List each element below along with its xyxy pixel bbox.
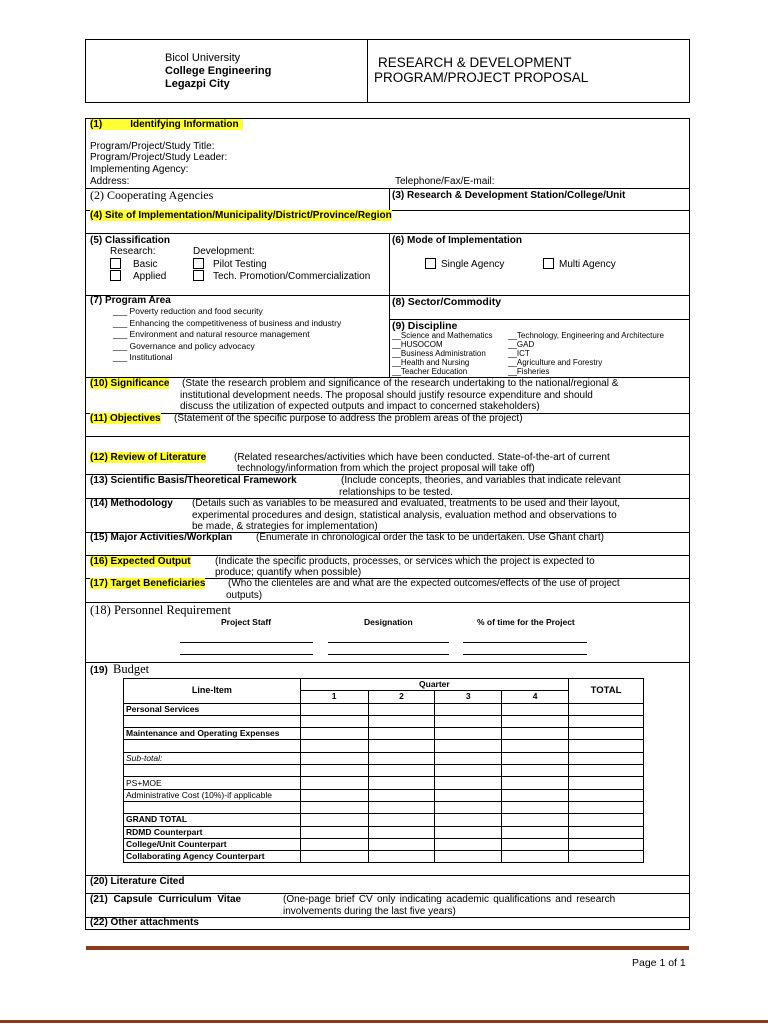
applied-checkbox[interactable] <box>110 270 121 281</box>
budget-cell[interactable] <box>569 703 644 715</box>
budget-row <box>124 740 644 752</box>
s21-heading: (21) Capsule Curriculum Vitae <box>90 894 242 905</box>
budget-cell[interactable] <box>368 765 435 777</box>
pilot-checkbox[interactable] <box>193 258 204 269</box>
research-label: Research: <box>110 246 156 257</box>
discipline-left-list <box>392 331 493 376</box>
budget-line-item: Personal Services <box>124 703 301 715</box>
s16-text-line1: (Indicate the specific products, processes, or services which the project is expected to <box>215 556 595 567</box>
budget-cell[interactable] <box>569 851 644 863</box>
budget-line-item: GRAND TOTAL <box>124 814 301 826</box>
budget-cell[interactable] <box>435 752 502 764</box>
budget-cell[interactable] <box>300 851 368 863</box>
budget-cell[interactable] <box>368 740 435 752</box>
budget-cell[interactable] <box>368 789 435 801</box>
single-agency-checkbox[interactable] <box>425 258 436 269</box>
budget-cell[interactable] <box>435 728 502 740</box>
form-title-line1: RESEARCH & DEVELOPMENT <box>378 55 572 70</box>
budget-cell[interactable] <box>435 715 502 727</box>
discipline-item: __ICT <box>508 349 530 358</box>
budget-cell[interactable] <box>502 765 569 777</box>
budget-row <box>124 715 644 727</box>
s15-text: (Enumerate in chronological order the task to be undertaken. Use Ghant chart) <box>256 532 604 543</box>
budget-row <box>124 814 644 826</box>
program-area-item: ___ Environment and natural resource management <box>113 329 310 339</box>
tech-checkbox[interactable] <box>193 270 204 281</box>
budget-line-item <box>124 740 301 752</box>
budget-cell[interactable] <box>300 715 368 727</box>
discipline-item: __Health and Nursing <box>392 358 470 367</box>
s22-heading: (22) Other attachments <box>90 917 199 928</box>
time-line[interactable] <box>463 654 587 655</box>
s12-heading: (12) Review of Literature <box>90 452 207 463</box>
budget-cell[interactable] <box>569 740 644 752</box>
s19-heading: Budget <box>113 662 150 676</box>
program-area-item: ___ Poverty reduction and food security <box>113 306 263 316</box>
s1-heading: (1) Identifying Information <box>90 119 243 131</box>
budget-cell[interactable] <box>435 765 502 777</box>
budget-cell[interactable] <box>435 814 502 826</box>
program-area-item: ___ Enhancing the competitiveness of business and industry <box>113 317 342 328</box>
budget-line-item: Administrative Cost (10%)-if applicable <box>124 789 301 801</box>
study-leader-label: Program/Project/Study Leader: <box>90 152 228 163</box>
s2-heading: (2) Cooperating Agencies <box>90 188 214 202</box>
budget-quarter-header: 1 <box>300 691 368 703</box>
address-label: Address: <box>90 176 130 187</box>
budget-line-item: RDMD Counterpart <box>124 826 301 838</box>
budget-cell[interactable] <box>368 703 435 715</box>
discipline-item: __Agriculture and Forestry <box>508 358 603 367</box>
budget-cell[interactable] <box>300 801 368 813</box>
budget-row <box>124 703 644 715</box>
budget-line-item: PS+MOE <box>124 777 301 789</box>
budget-cell[interactable] <box>502 715 569 727</box>
s21-text-line1: (One-page brief CV only indicating academic qualifications and research <box>283 894 616 905</box>
s14-text-line3: be made, & strategies for implementation) <box>192 521 378 532</box>
staff-line[interactable] <box>180 642 313 643</box>
footer-rule <box>86 946 689 950</box>
s19-number: (19) <box>90 665 108 676</box>
s11-heading: (11) Objectives <box>90 413 161 424</box>
discipline-item: __Fisheries <box>508 367 550 376</box>
program-area-item: ___ Institutional <box>113 352 173 362</box>
budget-cell[interactable] <box>569 752 644 764</box>
designation-line[interactable] <box>328 642 449 643</box>
budget-cell[interactable] <box>569 765 644 777</box>
budget-cell[interactable] <box>502 851 569 863</box>
multi-agency-option[interactable]: Multi Agency <box>543 258 616 271</box>
budget-line-item <box>124 715 301 727</box>
budget-cell[interactable] <box>502 826 569 838</box>
budget-line-item <box>124 801 301 813</box>
budget-cell[interactable] <box>502 728 569 740</box>
budget-cell[interactable] <box>435 838 502 850</box>
budget-line-item: Maintenance and Operating Expenses <box>124 728 301 740</box>
implementing-agency-label: Implementing Agency: <box>90 164 189 175</box>
telephone-label: Telephone/Fax/E-mail: <box>395 176 495 187</box>
discipline-item: __GAD <box>508 340 535 349</box>
budget-col-quarter: Quarter <box>300 679 568 691</box>
budget-cell[interactable] <box>435 703 502 715</box>
budget-cell[interactable] <box>300 814 368 826</box>
page-number: Page 1 of 1 <box>632 957 686 969</box>
budget-cell[interactable] <box>569 838 644 850</box>
university-name: Bicol University <box>165 52 241 64</box>
basic-option[interactable]: Basic <box>110 258 157 271</box>
s13-text-line1: (Include concepts, theories, and variables that indicate relevant <box>341 475 621 486</box>
budget-row <box>124 801 644 813</box>
budget-cell[interactable] <box>502 814 569 826</box>
budget-cell[interactable] <box>300 789 368 801</box>
budget-cell[interactable] <box>569 728 644 740</box>
s17-text-line1: (Who the clienteles are and what are the expected outcomes/effects of the use of project <box>228 578 620 589</box>
s11-text: (Statement of the specific purpose to address the problem areas of the project) <box>174 413 523 424</box>
budget-quarter-header: 4 <box>502 691 569 703</box>
s14-heading: (14) Methodology <box>90 498 173 509</box>
s7-heading: (7) Program Area <box>90 295 171 306</box>
s12-text-line2: technology/information from which the project proposal will take off) <box>237 463 535 474</box>
time-line[interactable] <box>463 642 587 643</box>
budget-cell[interactable] <box>502 703 569 715</box>
s10-text-line3: discuss the utilization of expected outputs and impact to concerned stakeholders) <box>180 401 540 412</box>
single-agency-option[interactable]: Single Agency <box>425 258 504 271</box>
header-divider <box>367 39 368 103</box>
budget-body <box>124 703 644 863</box>
city-name: Legazpi City <box>165 78 230 90</box>
budget-quarter-header: 3 <box>435 691 502 703</box>
budget-line-item: Sub-total: <box>124 752 301 764</box>
budget-cell[interactable] <box>502 838 569 850</box>
discipline-item: __Technology, Engineering and Architecture <box>508 331 664 340</box>
personnel-col-time: % of time for the Project <box>477 617 575 627</box>
personnel-col-staff: Project Staff <box>221 617 272 627</box>
budget-cell[interactable] <box>502 752 569 764</box>
budget-cell[interactable] <box>300 703 368 715</box>
s9-heading: (9) Discipline <box>392 320 458 332</box>
discipline-item: __Science and Mathematics <box>392 331 493 340</box>
budget-col-total: TOTAL <box>569 679 644 704</box>
budget-line-item <box>124 765 301 777</box>
budget-cell[interactable] <box>368 826 435 838</box>
form-title-line2: PROGRAM/PROJECT PROPOSAL <box>374 70 589 85</box>
discipline-item: __Business Administration <box>392 349 486 358</box>
budget-cell[interactable] <box>368 851 435 863</box>
s8-heading: (8) Sector/Commodity <box>392 296 502 308</box>
study-title-label: Program/Project/Study Title: <box>90 141 215 152</box>
budget-cell[interactable] <box>569 801 644 813</box>
s13-heading: (13) Scientific Basis/Theoretical Framework <box>90 475 297 486</box>
s10-heading: (10) Significance <box>90 378 170 389</box>
s18-heading: (18) Personnel Requirement <box>90 603 231 617</box>
budget-cell[interactable] <box>435 777 502 789</box>
budget-cell[interactable] <box>569 814 644 826</box>
budget-cell[interactable] <box>435 740 502 752</box>
budget-cell[interactable] <box>300 777 368 789</box>
s15-heading: (15) Major Activities/Workplan <box>90 532 233 543</box>
budget-cell[interactable] <box>368 838 435 850</box>
page-bottom-rule <box>0 1020 768 1023</box>
budget-cell[interactable] <box>502 777 569 789</box>
budget-cell[interactable] <box>435 801 502 813</box>
budget-cell[interactable] <box>368 814 435 826</box>
s10-text-line2: institutional development needs. The proposal should justify resource expenditure and should <box>180 390 593 401</box>
budget-cell[interactable] <box>300 740 368 752</box>
budget-cell[interactable] <box>300 826 368 838</box>
personnel-col-designation: Designation <box>364 617 413 627</box>
budget-cell[interactable] <box>435 826 502 838</box>
s3-heading: (3) Research & Development Station/College/Unit <box>392 190 626 201</box>
budget-cell[interactable] <box>502 801 569 813</box>
s17-text-line2: outputs) <box>226 590 263 601</box>
budget-cell[interactable] <box>502 740 569 752</box>
budget-row <box>124 777 644 789</box>
budget-col-line-item: Line-Item <box>124 679 301 704</box>
tech-option[interactable]: Tech. Promotion/Commercialization <box>193 270 370 283</box>
development-label: Development: <box>193 246 255 257</box>
program-area-item: ___ Governance and policy advocacy <box>113 340 255 351</box>
s17-heading: (17) Target Beneficiaries <box>90 578 206 589</box>
budget-cell[interactable] <box>300 765 368 777</box>
staff-line[interactable] <box>180 654 313 655</box>
designation-line[interactable] <box>328 654 449 655</box>
multi-agency-checkbox[interactable] <box>543 258 554 269</box>
s5-heading: (5) Classification <box>90 235 171 246</box>
budget-cell[interactable] <box>368 777 435 789</box>
s20-heading: (20) Literature Cited <box>90 876 185 887</box>
s10-text-line1: (State the research problem and significance of the research undertaking to the national/regional & <box>182 378 619 389</box>
budget-row <box>124 765 644 777</box>
s4-heading: (4) Site of Implementation/Municipality/District/Province/Region <box>90 210 392 221</box>
budget-cell[interactable] <box>435 789 502 801</box>
budget-cell[interactable] <box>368 801 435 813</box>
budget-row <box>124 789 644 801</box>
budget-cell[interactable] <box>569 715 644 727</box>
budget-line-item: Collaborating Agency Counterpart <box>124 851 301 863</box>
budget-cell[interactable] <box>368 728 435 740</box>
budget-row <box>124 838 644 850</box>
budget-cell[interactable] <box>435 851 502 863</box>
applied-option[interactable]: Applied <box>110 270 166 283</box>
budget-row <box>124 826 644 838</box>
s14-text-line1: (Details such as variables to be measured and evaluated, treatments to be used and their layout, <box>192 498 621 509</box>
budget-cell[interactable] <box>300 752 368 764</box>
discipline-item: __Teacher Education <box>392 367 468 376</box>
college-name: College Engineering <box>165 65 272 77</box>
budget-cell[interactable] <box>569 777 644 789</box>
budget-cell[interactable] <box>300 838 368 850</box>
discipline-right-list <box>508 331 664 376</box>
s14-text-line2: experimental procedures and design, statistical analysis, evaluation method and observations to <box>192 510 617 521</box>
s16-text-line2: produce; quantify when possible) <box>215 567 362 578</box>
program-area-list <box>113 306 341 364</box>
budget-line-item: College/Unit Counterpart <box>124 838 301 850</box>
s6-heading: (6) Mode of Implementation <box>392 235 522 246</box>
budget-row <box>124 728 644 740</box>
budget-cell[interactable] <box>502 789 569 801</box>
pilot-option[interactable]: Pilot Testing <box>193 258 267 271</box>
basic-checkbox[interactable] <box>110 258 121 269</box>
budget-table <box>123 678 644 863</box>
budget-cell[interactable] <box>368 752 435 764</box>
budget-row <box>124 752 644 764</box>
discipline-item: __HUSOCOM <box>392 340 443 349</box>
budget-cell[interactable] <box>300 728 368 740</box>
budget-row <box>124 851 644 863</box>
s21-text-line2: involvements during the last five years) <box>283 906 456 917</box>
budget-cell[interactable] <box>569 789 644 801</box>
s16-heading: (16) Expected Output <box>90 556 191 567</box>
budget-cell[interactable] <box>368 715 435 727</box>
s12-text-line1: (Related researches/activities which have been conducted. State-of-the-art of current <box>234 452 610 463</box>
budget-quarter-header: 2 <box>368 691 435 703</box>
s13-text-line2: relationships to be tested. <box>339 487 453 498</box>
budget-cell[interactable] <box>569 826 644 838</box>
